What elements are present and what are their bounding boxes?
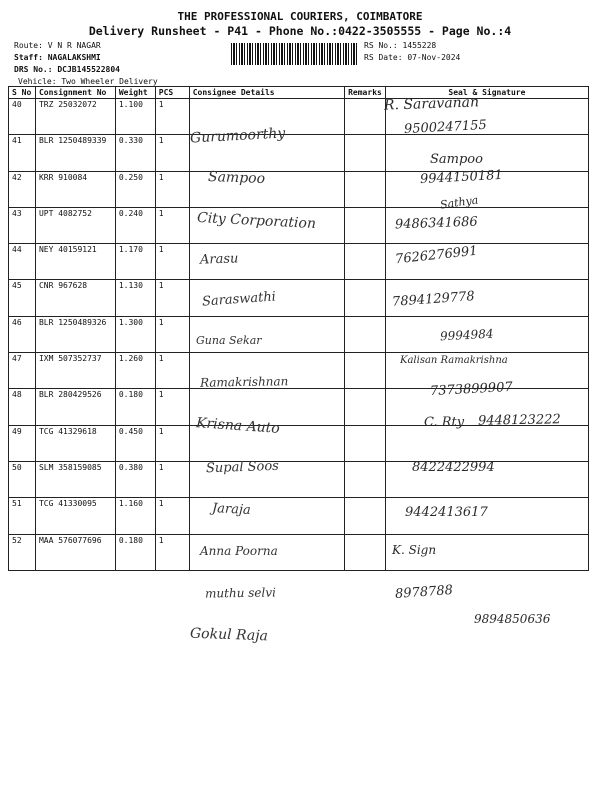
- handwritten-signature: 9486341686: [394, 214, 478, 233]
- cell-remarks: [345, 135, 386, 171]
- col-consignment: Consignment No: [35, 87, 115, 99]
- cell-cn: UPT 4082752: [35, 207, 115, 243]
- cell-remarks: [345, 498, 386, 534]
- handwritten-signature: K. Sign: [392, 543, 437, 557]
- cell-sno: 43: [9, 207, 36, 243]
- cell-pcs: 1: [155, 244, 189, 280]
- cell-pcs: 1: [155, 316, 189, 352]
- cell-sno: 44: [9, 244, 36, 280]
- cell-cn: BLR 1250489339: [35, 135, 115, 171]
- cell-wt: 1.260: [115, 353, 155, 389]
- cell-wt: 0.250: [115, 171, 155, 207]
- runsheet-table: [8, 86, 589, 571]
- cell-wt: 0.180: [115, 534, 155, 570]
- cell-remarks: [345, 99, 386, 135]
- table-row: [9, 135, 589, 171]
- cell-sno: 51: [9, 498, 36, 534]
- cell-sno: 47: [9, 353, 36, 389]
- cell-cn: IXM 507352737: [35, 353, 115, 389]
- handwritten-signature: 9500247155: [403, 117, 488, 138]
- handwritten-signature: Sathya: [439, 193, 480, 212]
- cell-remarks: [345, 316, 386, 352]
- cell-remarks: [345, 534, 386, 570]
- cell-cn: TRZ 25032072: [35, 99, 115, 135]
- cell-remarks: [345, 389, 386, 425]
- cell-wt: 1.300: [115, 316, 155, 352]
- cell-signature: [385, 425, 588, 461]
- cell-remarks: [345, 353, 386, 389]
- cell-signature: [385, 135, 588, 171]
- cell-wt: 0.180: [115, 389, 155, 425]
- cell-pcs: 1: [155, 99, 189, 135]
- handwritten-consignee-name: Gurumoorthy: [189, 125, 286, 147]
- cell-pcs: 1: [155, 534, 189, 570]
- handwritten-signature: C. Rty: [424, 415, 465, 430]
- col-pcs: PCS: [155, 87, 189, 99]
- cell-sno: 42: [9, 171, 36, 207]
- cell-sno: 48: [9, 389, 36, 425]
- cell-cn: TCG 41330095: [35, 498, 115, 534]
- rs-date: RS Date: 07-Nov-2024: [364, 53, 461, 62]
- cell-remarks: [345, 207, 386, 243]
- cell-remarks: [345, 461, 386, 497]
- cell-sno: 45: [9, 280, 36, 316]
- drs-label: DRS No.:: [14, 65, 53, 74]
- table-row: [9, 461, 589, 497]
- handwritten-signature: 9442413617: [405, 505, 488, 520]
- handwritten-consignee-name: Saraswathi: [201, 289, 277, 310]
- cell-cn: TCG 41329618: [35, 425, 115, 461]
- cell-remarks: [345, 425, 386, 461]
- table-row: [9, 534, 589, 570]
- cell-pcs: 1: [155, 280, 189, 316]
- staff-label: Staff:: [14, 53, 43, 62]
- table-row: [9, 498, 589, 534]
- cell-cn: BLR 1250489326: [35, 316, 115, 352]
- cell-pcs: 1: [155, 353, 189, 389]
- table-row: [9, 425, 589, 461]
- cell-sno: 40: [9, 99, 36, 135]
- cell-sno: 52: [9, 534, 36, 570]
- table-row: [9, 244, 589, 280]
- company-title: THE PROFESSIONAL COURIERS, COIMBATORE: [177, 10, 423, 23]
- cell-pcs: 1: [155, 425, 189, 461]
- route: Route: V N R NAGAR: [14, 41, 101, 50]
- cell-wt: 1.170: [115, 244, 155, 280]
- cell-pcs: 1: [155, 207, 189, 243]
- cell-cn: KRR 910084: [35, 171, 115, 207]
- rs-number: RS No.: 1455228: [364, 41, 437, 50]
- runsheet-title: Delivery Runsheet - P41 - Phone No.:0422-3505555 - Page No.:4: [88, 24, 512, 38]
- route-info: [14, 40, 158, 88]
- drs-number: DCJB145522804: [57, 65, 120, 74]
- cell-wt: 0.240: [115, 207, 155, 243]
- cell-sno: 49: [9, 425, 36, 461]
- handwritten-consignee-name: Sampoo: [207, 169, 266, 187]
- staff: NAGALAKSHMI: [47, 53, 101, 62]
- col-signature: Seal & Signature: [385, 87, 588, 99]
- handwritten-signature: 8978788: [394, 582, 454, 603]
- cell-wt: 0.380: [115, 461, 155, 497]
- handwritten-signature: 9894850636: [474, 612, 551, 626]
- cell-cn: NEY 40159121: [35, 244, 115, 280]
- cell-remarks: [345, 280, 386, 316]
- cell-cn: BLR 280429526: [35, 389, 115, 425]
- cell-cn: MAA 576077696: [35, 534, 115, 570]
- cell-remarks: [345, 171, 386, 207]
- cell-wt: 1.130: [115, 280, 155, 316]
- cell-pcs: 1: [155, 389, 189, 425]
- cell-pcs: 1: [155, 171, 189, 207]
- table-row: [9, 280, 589, 316]
- cell-wt: 0.330: [115, 135, 155, 171]
- col-consignee: Consignee Details: [189, 87, 344, 99]
- handwritten-consignee-name: Jaraja: [211, 500, 252, 519]
- handwritten-consignee-name: Gokul Raja: [189, 625, 269, 645]
- rs-info: [364, 40, 460, 64]
- cell-cn: SLM 358159085: [35, 461, 115, 497]
- handwritten-consignee-name: Guna Sekar: [196, 334, 262, 347]
- cell-sno: 41: [9, 135, 36, 171]
- cell-sno: 46: [9, 316, 36, 352]
- handwritten-consignee-name: Arasu: [199, 251, 239, 268]
- cell-wt: 1.160: [115, 498, 155, 534]
- cell-pcs: 1: [155, 135, 189, 171]
- table-row: [9, 316, 589, 352]
- table-row: [9, 99, 589, 135]
- handwritten-signature: 9944150181: [419, 167, 504, 188]
- col-weight: Weight: [115, 87, 155, 99]
- barcode: [231, 43, 359, 65]
- handwritten-signature: 9994984: [439, 326, 494, 344]
- handwritten-signature: 9448123222: [477, 412, 561, 429]
- handwritten-signature: Sampoo: [430, 152, 483, 167]
- handwritten-signature: 7626276991: [394, 243, 479, 268]
- handwritten-signature: 7894129778: [391, 289, 476, 310]
- vehicle: Vehicle: Two Wheeler Delivery: [18, 77, 158, 86]
- handwritten-consignee-name: Ramakrishnan: [199, 374, 289, 390]
- handwritten-signature: 8422422994: [412, 460, 495, 475]
- cell-cn: CNR 967628: [35, 280, 115, 316]
- handwritten-signature: 7373899907: [429, 379, 514, 400]
- handwritten-consignee-name: Anna Poorna: [200, 544, 278, 558]
- cell-pcs: 1: [155, 498, 189, 534]
- col-sno: S No: [9, 87, 36, 99]
- cell-pcs: 1: [155, 461, 189, 497]
- handwritten-consignee-name: muthu selvi: [204, 585, 277, 601]
- handwritten-consignee-name: City Corporation: [196, 209, 317, 233]
- handwritten-signature: R. Saravanan: [383, 94, 480, 114]
- cell-wt: 1.100: [115, 99, 155, 135]
- cell-wt: 0.450: [115, 425, 155, 461]
- cell-remarks: [345, 244, 386, 280]
- table-header: [9, 87, 589, 99]
- cell-sno: 50: [9, 461, 36, 497]
- handwritten-signature: Kalisan Ramakrishna: [400, 355, 508, 366]
- handwritten-consignee-name: Supal Soos: [205, 458, 280, 477]
- col-remarks: Remarks: [345, 87, 386, 99]
- handwritten-consignee-name: Krisna Auto: [195, 415, 281, 437]
